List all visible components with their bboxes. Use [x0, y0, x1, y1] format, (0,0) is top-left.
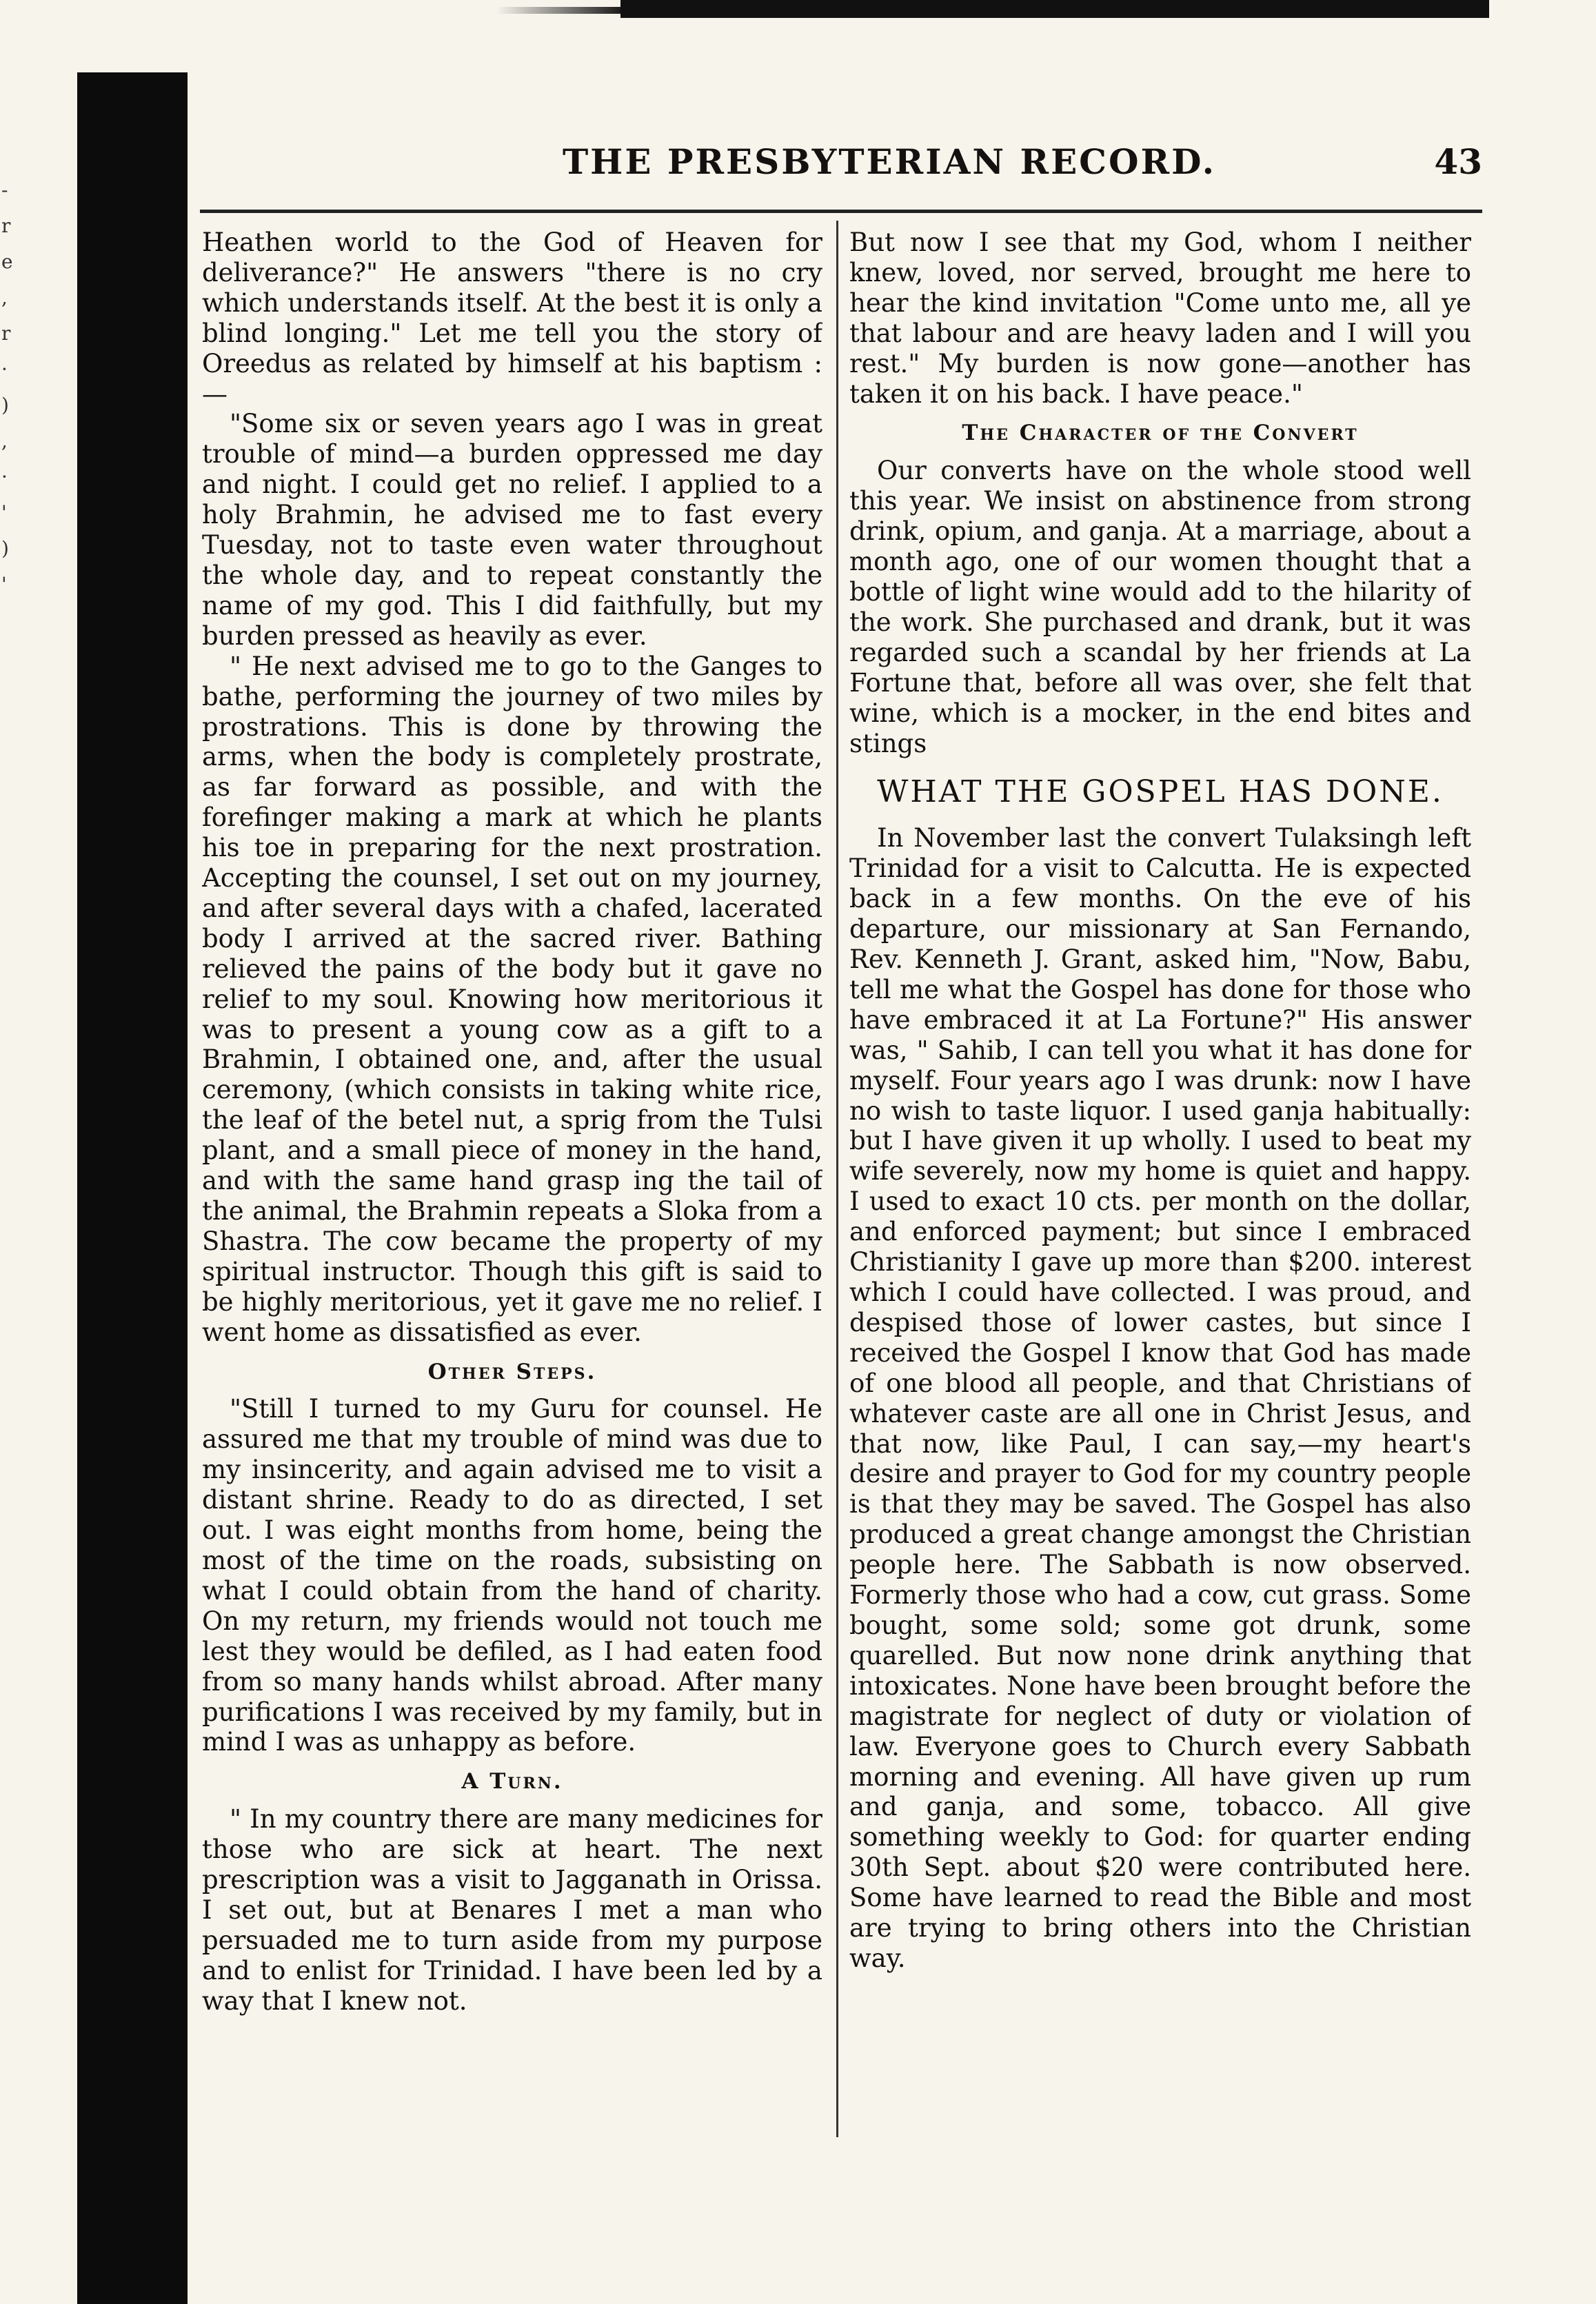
margin-mark: r	[1, 214, 11, 237]
subheading-a-turn: A Turn.	[461, 1769, 563, 1795]
top-scan-bar	[620, 0, 1489, 18]
margin-marks	[1, 172, 43, 600]
subheading-character-of-convert: The Character of the Convert	[962, 421, 1359, 446]
margin-mark: '	[1, 501, 7, 524]
margin-mark: -	[1, 179, 8, 201]
subheading-other-steps: Other Steps.	[427, 1359, 597, 1384]
margin-mark: '	[1, 573, 7, 596]
left-column	[202, 228, 822, 2144]
column-divider	[836, 221, 838, 2137]
right-column	[849, 228, 1471, 2144]
top-scan-bar-fade	[496, 7, 627, 14]
margin-mark: )	[1, 537, 9, 560]
paragraph: But now I see that my God, whom I neither knew, loved, nor served, brought me here to hear the kind invitation "Come unto me, all ye that labour and are heavy laden and I will you rest." My burden is now gone—another has taken it on his back. I have peace."	[849, 228, 1471, 409]
margin-mark: ,	[1, 286, 8, 309]
left-binding-rule	[77, 72, 188, 2304]
margin-mark: ·	[1, 465, 8, 488]
paragraph: " He next advised me to go to the Ganges to bathe, performing the journey of two miles by prostrations. This is done by throwing the arms, when the body is completely prostrate, as far forward as possible, and with the forefinger making a mark at which he plants his toe in preparing for the next prostration. Accepting the counsel, I set out on my journey, and after several days with a chafed, lacerated body I arrived at the sacred river. Bathing relieved the pains of the body but it gave no relief to my soul. Knowing how meritorious it was to present a young cow as a gift to a Brahmin, I obtained one, and, after the usual ceremony, (which consists in taking white rice, the leaf of the betel nut, a sprig from the Tulsi plant, and a small piece of money in the hand, and with the same hand grasp ing the tail of the animal, the Brahmin repeats a Sloka from a Shastra. The cow became the property of my spiritual instructor. Though this gift is said to be highly meritorious, yet it gave me no relief. I went home as dissatisfied as ever.	[202, 651, 822, 1347]
margin-mark: ,	[1, 430, 8, 452]
paragraph: " In my country there are many medicines for those who are sick at heart. The next prescription was a visit to Jagganath in Orissa. I set out, but at Benares I met a man who persuaded me to turn aside from my purpose and to enlist for Trinidad. I have been led by a way that I knew not.	[202, 1804, 822, 2016]
page-header	[207, 134, 1482, 203]
paragraph: In November last the convert Tulaksingh left Trinidad for a visit to Calcutta. He is expected back in a few months. On the eve of his departure, our missionary at San Fernando, Rev. Kenneth J. Grant, asked him, "Now, Babu, tell me what the Gospel has done for those who have embraced it at La Fortune?" His answer was, " Sahib, I can tell you what it has done for myself. Four years ago I was drunk: now I have no wish to taste liquor. I used ganja habitually: but I have given it up wholly. I used to beat my wife severely, now my home is quiet and happy. I used to exact 10 cts. per month on the dollar, and enforced payment; but since I embraced Christianity I gave up more than $200. interest which I could have collected. I was proud, and despised those of lower castes, but since I received the Gospel I know that God has made of one blood all people, and that Christians of whatever caste are all one in Christ Jesus, and that now, like Paul, I can say,—my heart's desire and prayer to God for my country people is that they may be saved. The Gospel has also produced a great change amongst the Christian people here. The Sabbath is now observed. Formerly those who had a cow, cut grass. Some bought, some sold; some got drunk, some quarelled. But now none drink anything that intoxicates. None have been brought before the magistrate for neglect of duty or violation of law. Everyone goes to Church every Sabbath morning and evening. All have given up rum and ganja, and some, tobacco. All give something weekly to God: for quarter ending 30th Sept. about $20 were contributed here. Some have learned to read the Bible and most are trying to bring others into the Christian way.	[849, 823, 1471, 1973]
margin-mark: e	[1, 250, 13, 273]
margin-mark: ·	[1, 358, 8, 381]
paragraph: "Still I turned to my Guru for counsel. He assured me that my trouble of mind was due to my insincerity, and again advised me to visit a distant shrine. Ready to do as directed, I set out. I was eight months from home, being the most of the time on the roads, subsisting on what I could obtain from the hand of charity. On my return, my friends would not touch me lest they would be defiled, as I had eaten food from so many hands whilst abroad. After many purifications I was received by my family, but in mind I was as unhappy as before.	[202, 1394, 822, 1757]
margin-mark: )	[1, 394, 9, 416]
page-number: 43	[1434, 141, 1482, 182]
section-title: WHAT THE GOSPEL HAS DONE.	[877, 774, 1444, 810]
paragraph: Heathen world to the God of Heaven for deliverance?" He answers "there is no cry which understands itself. At the best it is only a blind longing." Let me tell you the story of Oreedus as related by himself at his baptism :—	[202, 228, 822, 409]
paragraph: Our converts have on the whole stood well this year. We insist on abstinence from strong drink, opium, and ganja. At a marriage, about a month ago, one of our women thought that a bottle of light wine would add to the hilarity of the work. She purchased and drank, but it was regarded such a scandal by her friends at La Fortune that, before all was over, she felt that wine, which is a mocker, in the end bites and stings	[849, 456, 1471, 758]
margin-mark: r	[1, 322, 11, 345]
paragraph: "Some six or seven years ago I was in great trouble of mind—a burden oppressed me day and night. I could get no relief. I applied to a holy Brahmin, he advised me to fast every Tuesday, not to taste even water throughout the whole day, and to repeat constantly the name of my god. This I did faithfully, but my burden pressed as heavily as ever.	[202, 409, 822, 651]
journal-title: THE PRESBYTERIAN RECORD.	[562, 141, 1217, 182]
header-rule	[200, 210, 1482, 213]
